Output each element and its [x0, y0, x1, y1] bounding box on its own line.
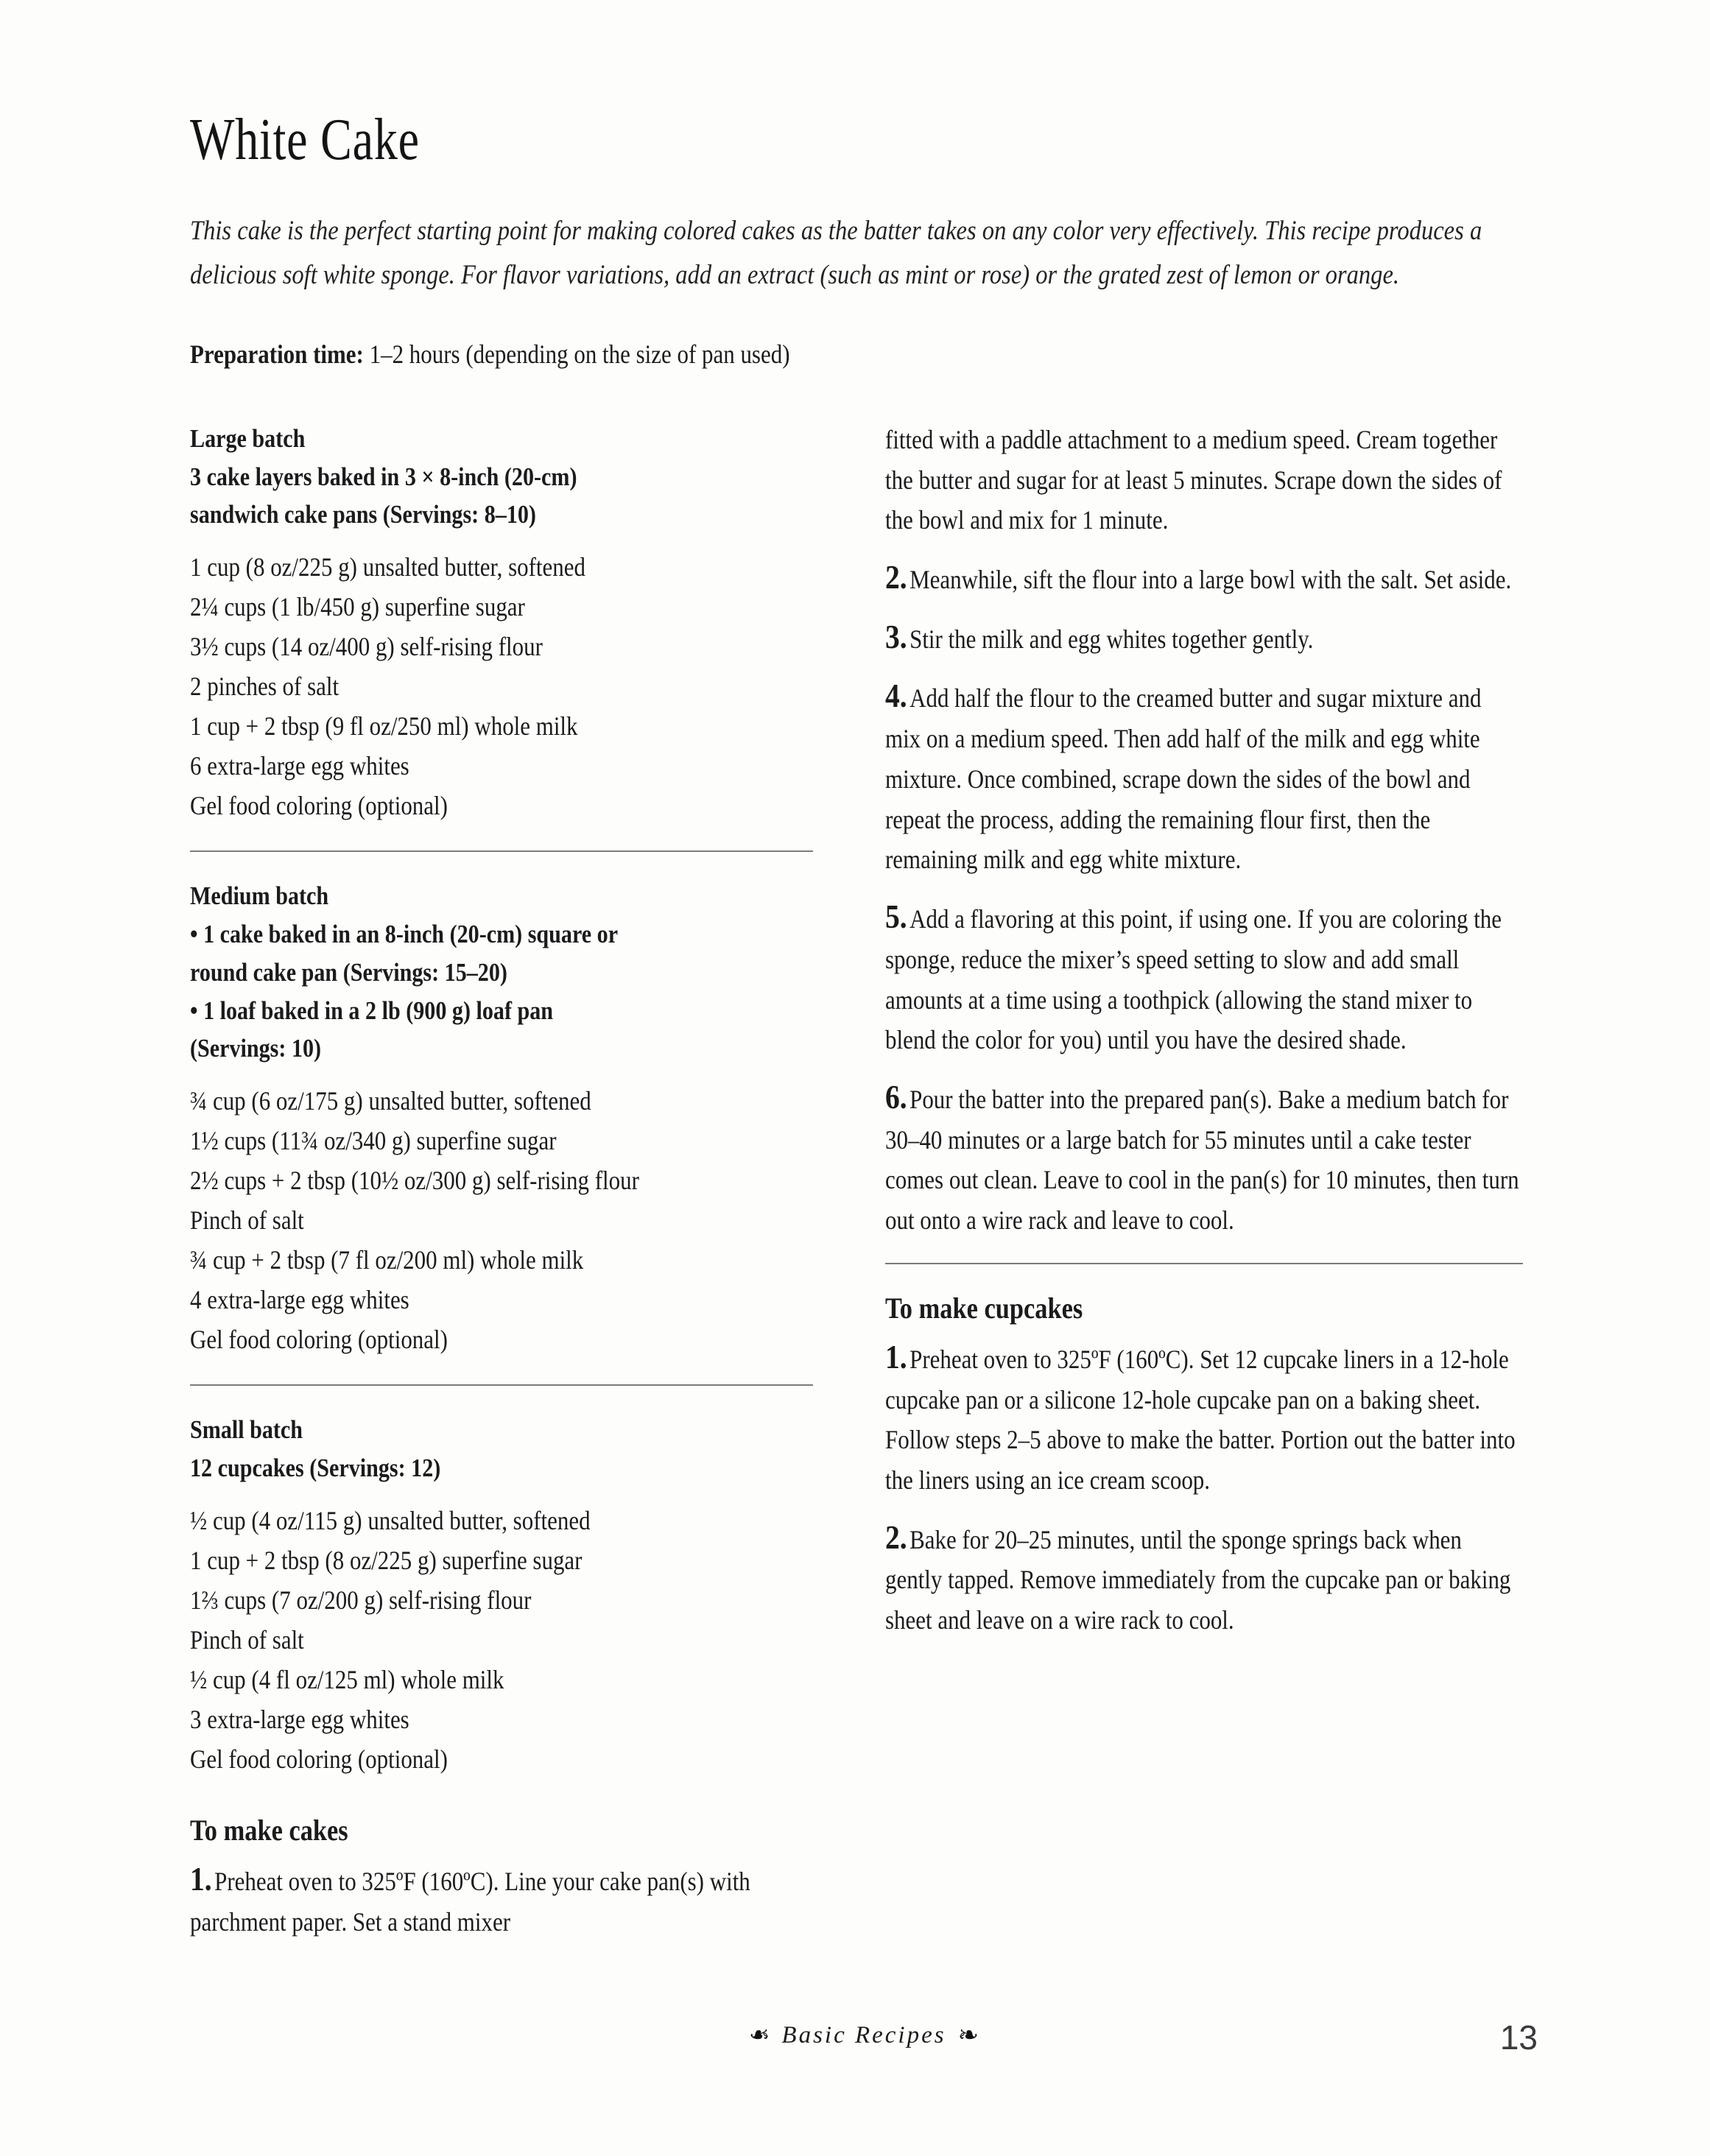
list-item: 6 extra-large egg whites: [190, 751, 409, 781]
batch-small-heading: [190, 1411, 812, 1487]
step-number: 1.: [885, 1337, 907, 1375]
step-text: Stir the milk and egg whites together gently.: [909, 624, 1314, 654]
batch-small-ingredients: [190, 1501, 812, 1779]
batch-medium-heading: [190, 877, 812, 1068]
batch-medium-ingredients: [190, 1081, 812, 1359]
list-item: ¾ cup (6 oz/175 g) unsalted butter, softened: [190, 1086, 591, 1116]
list-item: Gel food coloring (optional): [190, 1325, 448, 1355]
step-text: Add a flavoring at this point, if using one. If you are coloring the sponge, reduce the mixer’s speed setting to slow and add small amounts at a time using a toothpick (allowing the stand mixer to blend the color for you) until you have the desired shade.: [885, 904, 1502, 1055]
list-item: Gel food coloring (optional): [190, 791, 448, 821]
list-item: 4 extra-large egg whites: [190, 1285, 409, 1315]
step-text: Pour the batter into the prepared pan(s). Bake a medium batch for 30–40 minutes or a large batch for 55 minutes until a cake tester comes out clean. Leave to cool in the pan(s) for 10 minutes, then turn out onto a wire rack and leave to cool.: [885, 1084, 1519, 1236]
list-item: ½ cup (4 oz/115 g) unsalted butter, softened: [190, 1505, 591, 1535]
make-cakes-heading: To make cakes: [190, 1813, 348, 1847]
list-item: 3 extra-large egg whites: [190, 1704, 409, 1734]
left-column: [190, 420, 813, 1942]
page-number: 13: [1499, 2018, 1538, 2057]
preparation-time-value: 1–2 hours (depending on the size of pan used): [369, 339, 790, 369]
list-item: 1 cup (8 oz/225 g) unsalted butter, softened: [190, 552, 585, 582]
step-number: 2.: [885, 558, 907, 596]
batch-large-spec-line1: 3 cake layers baked in 3 × 8-inch (20-cm): [190, 462, 577, 491]
list-item: 3½ cups (14 oz/400 g) self-rising flour: [190, 632, 543, 662]
running-head-label: Basic Recipes: [781, 2022, 946, 2048]
step-number: 5.: [885, 898, 907, 936]
step-number: 6.: [885, 1077, 907, 1116]
make-cakes-step-3: [885, 619, 1521, 660]
make-cupcakes-step-2: [885, 1520, 1521, 1641]
page-footer: [190, 2018, 1538, 2074]
list-item: 1 cup + 2 tbsp (8 oz/225 g) superfine sugar: [190, 1545, 583, 1575]
make-cupcakes-heading: To make cupcakes: [885, 1291, 1083, 1325]
leaf-ornament-icon: ❧: [746, 2021, 770, 2049]
make-cakes-step-2: [885, 560, 1521, 600]
batch-medium-spec-line4: (Servings: 10): [190, 1034, 322, 1063]
batch-large-spec-line2: sandwich cake pans (Servings: 8–10): [190, 500, 536, 529]
list-item: 1½ cups (11¾ oz/340 g) superfine sugar: [190, 1126, 557, 1156]
list-item: ½ cup (4 fl oz/125 ml) whole milk: [190, 1664, 504, 1694]
batch-medium: [190, 877, 813, 1359]
batch-medium-spec-line2: round cake pan (Servings: 15–20): [190, 957, 507, 987]
batch-small-spec-line1: 12 cupcakes (Servings: 12): [190, 1454, 441, 1483]
right-column: [885, 420, 1523, 1641]
batch-small-name: Small batch: [190, 1415, 303, 1445]
batch-large-heading: [190, 420, 812, 534]
list-item: 1⅔ cups (7 oz/200 g) self-rising flour: [190, 1585, 532, 1615]
divider-after-large-batch: [190, 850, 813, 852]
step-text: Preheat oven to 325ºF (160ºC). Line your cake pan(s) with parchment paper. Set a stand mixer: [190, 1866, 750, 1937]
preparation-time-label: Preparation time:: [190, 339, 364, 369]
list-item: 2¼ cups (1 lb/450 g) superfine sugar: [190, 592, 525, 622]
page-content: [190, 110, 1538, 1942]
step-number: 4.: [885, 677, 907, 715]
divider-after-medium-batch: [190, 1384, 813, 1386]
recipe-intro: This cake is the perfect starting point for making colored cakes as the batter takes on any color very effectively. This recipe produces a delicious soft white sponge. For flavor variations, add an extract (such as mint or rose) or the grated zest of lemon or orange.: [190, 216, 1482, 290]
make-cupcakes-step-1: [885, 1339, 1521, 1501]
list-item: ¾ cup + 2 tbsp (7 fl oz/200 ml) whole milk: [190, 1245, 584, 1275]
running-head: [747, 2022, 981, 2049]
divider-before-cupcakes: [885, 1263, 1523, 1264]
step-text: Preheat oven to 325ºF (160ºC). Set 12 cupcake liners in a 12-hole cupcake pan or a silicone 12-hole cupcake pan on a baking sheet. Follow steps 2–5 above to make the batter. Portion out the batter into the liners using an ice cream scoop.: [885, 1344, 1516, 1495]
list-item: 2 pinches of salt: [190, 672, 339, 702]
list-item: Pinch of salt: [190, 1624, 304, 1655]
list-item: 2½ cups + 2 tbsp (10½ oz/300 g) self-rising flour: [190, 1166, 639, 1196]
make-cakes-step-5: [885, 899, 1521, 1060]
page-title: White Cake: [190, 108, 420, 172]
leaf-ornament-icon: ❧: [957, 2021, 982, 2049]
step-number: 2.: [885, 1518, 907, 1556]
step-number: 3.: [885, 617, 907, 655]
step-number: 1.: [190, 1859, 212, 1898]
batch-medium-name: Medium batch: [190, 881, 329, 911]
batch-large-name: Large batch: [190, 423, 306, 453]
make-cakes-step-6: [885, 1079, 1521, 1241]
batch-small: [190, 1411, 813, 1779]
batch-medium-spec-line1: • 1 cake baked in an 8-inch (20-cm) square or: [190, 920, 619, 949]
make-cakes-step-4: [885, 678, 1521, 880]
list-item: Gel food coloring (optional): [190, 1744, 448, 1774]
make-cakes-step-1-part2: fitted with a paddle attachment to a medium speed. Cream together the butter and sugar for at least 5 minutes. Scrape down the sides of the bowl and mix for 1 minute.: [885, 424, 1502, 535]
step-text: Bake for 20–25 minutes, until the sponge springs back when gently tapped. Remove immediately from the cupcake pan or baking sheet and leave on a wire rack to cool.: [885, 1524, 1511, 1635]
make-cakes-section-left: [190, 1811, 813, 1942]
step-text: Add half the flour to the creamed butter and sugar mixture and mix on a medium speed. Then add half of the milk and egg white mixture. Once combined, scrape down the sides of the bowl and repeat the process, adding the remaining flour first, then the remaining milk and egg white mixture.: [885, 683, 1482, 875]
list-item: Pinch of salt: [190, 1205, 304, 1236]
batch-medium-spec-line3: • 1 loaf baked in a 2 lb (900 g) loaf pan: [190, 996, 554, 1025]
batch-large-ingredients: [190, 547, 812, 825]
make-cakes-step-1-part1: [190, 1861, 812, 1942]
step-text: Meanwhile, sift the flour into a large bowl with the salt. Set aside.: [909, 565, 1512, 595]
list-item: 1 cup + 2 tbsp (9 fl oz/250 ml) whole milk: [190, 711, 578, 741]
two-column-body: [190, 420, 1538, 1942]
preparation-time: [190, 334, 1535, 374]
batch-large: [190, 420, 813, 825]
